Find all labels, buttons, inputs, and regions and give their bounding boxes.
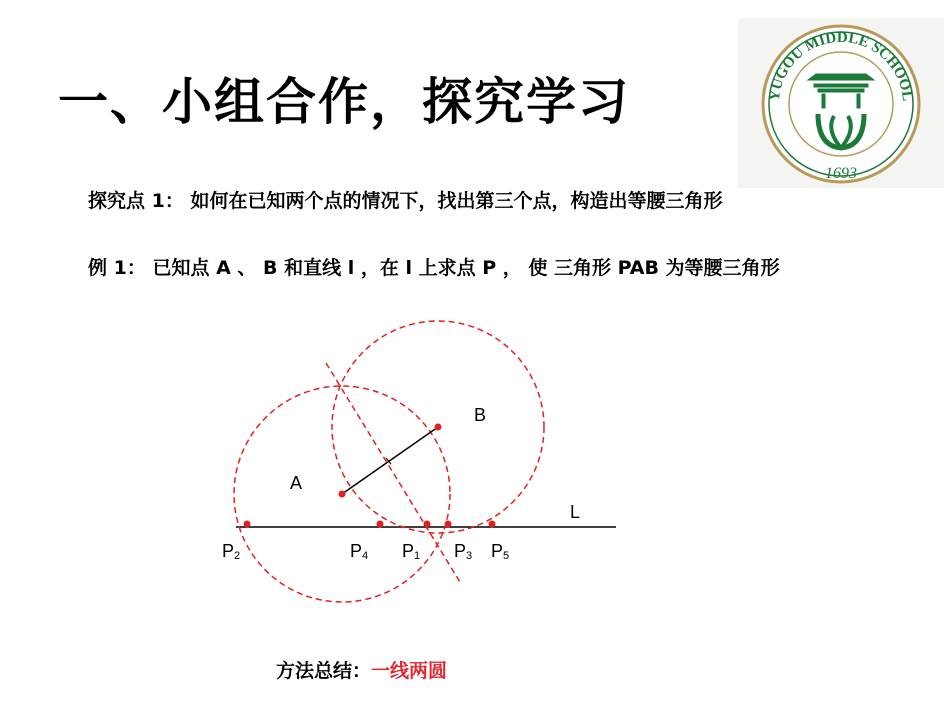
label-l: L (570, 502, 581, 522)
explore-colon: ： (164, 190, 184, 212)
perpendicular-bisector (326, 363, 460, 582)
label-p3: P3 (454, 541, 473, 562)
point-p2 (244, 521, 251, 528)
logo-ring-text: YUGOU MIDDLE SCHOOL (766, 29, 916, 102)
point-a (339, 491, 346, 498)
logo-year: 1693 (825, 165, 857, 182)
segment-ab (342, 427, 438, 494)
explore-number: 1 (151, 190, 165, 212)
label-p5: P5 (491, 541, 510, 562)
label-p2: P2 (222, 541, 241, 562)
summary-answer: 一线两圆 (371, 660, 448, 682)
example-text: 例 1： 已知点 A 、 B 和直线 l ，在 l 上求点 P ， 使 三角形 PAB 为等腰三角形 (88, 257, 780, 279)
label-a: A (290, 473, 303, 493)
explore-label: 探究点 (88, 190, 146, 212)
point-p4 (377, 521, 384, 528)
explore-text: 如何在已知两个点的情况下，找出第三个点，构造出等腰三角形 (190, 190, 723, 212)
label-b: B (474, 405, 487, 425)
label-p1: P1 (402, 541, 421, 562)
method-summary (276, 656, 447, 683)
point-p1 (424, 521, 431, 528)
label-p4: P4 (350, 541, 369, 562)
summary-label: 方法总结： (276, 660, 372, 682)
point-p5 (489, 521, 496, 528)
point-b (435, 424, 442, 431)
page-title: 一、小组合作，探究学习 (58, 73, 630, 131)
point-p3 (445, 521, 452, 528)
